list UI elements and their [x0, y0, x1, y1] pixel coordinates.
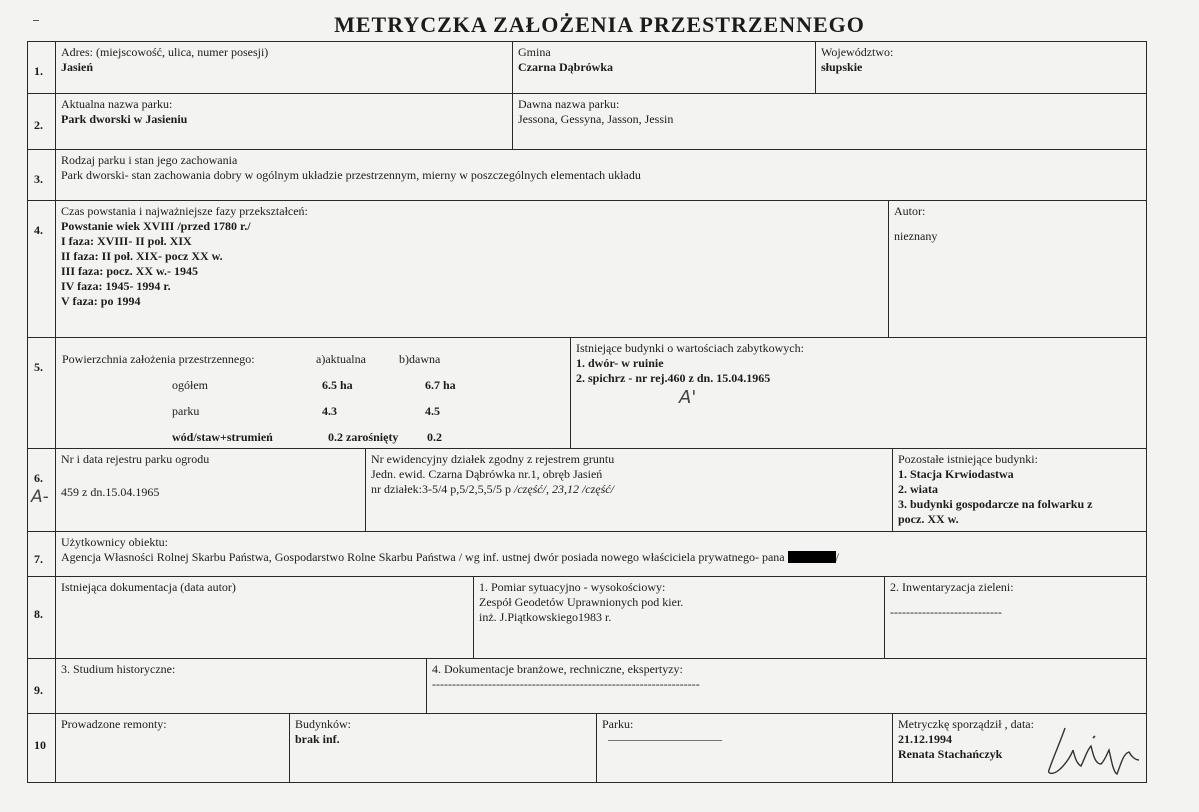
phase-item: IV faza: 1945- 1994 r. — [61, 279, 171, 293]
row-number — [28, 94, 56, 149]
signature-icon — [1043, 720, 1143, 778]
park-type-label: Rodzaj parku i stan jego zachowania — [61, 153, 238, 167]
row-8 — [28, 577, 1146, 659]
area-col-a: a)aktualna — [316, 352, 366, 366]
address-label: Adres: (miejscowość, ulica, numer posesji) — [61, 45, 269, 59]
row-number-text: 5. — [34, 360, 43, 374]
address-value: Jasień — [61, 60, 94, 74]
phase-item: I faza: XVIII- II poł. XIX — [61, 234, 192, 248]
users-value-line — [61, 550, 1141, 565]
row-number — [28, 532, 56, 576]
total-b: 6.7 ha — [425, 378, 456, 392]
historic-building-item: 1. dwór- w ruinie — [576, 356, 664, 370]
current-name-value: Park dworski w Jasieniu — [61, 112, 188, 126]
other-building-item: 1. Stacja Krwiodastwa — [898, 467, 1014, 481]
row-7 — [28, 532, 1146, 577]
redaction-box — [788, 551, 836, 563]
repairs-label: Prowadzone remonty: — [61, 717, 167, 731]
row-number-text: 10 — [34, 738, 46, 752]
row-number — [28, 201, 56, 337]
phase-item: II faza: II poł. XIX- pocz XX w. — [61, 249, 223, 263]
greenery-label: 2. Inwentaryzacja zieleni: — [890, 580, 1014, 594]
row-3 — [28, 150, 1146, 201]
historic-buildings-label: Istniejące budynki o wartościach zabytkowych: — [576, 341, 804, 355]
row-1 — [28, 42, 1146, 94]
row-number-text: 2. — [34, 118, 43, 132]
cell-survey — [474, 577, 885, 658]
row-9 — [28, 659, 1146, 714]
survey-label: 1. Pomiar sytuacyjno - wysokościowy: — [479, 580, 666, 594]
cell-users — [56, 532, 1146, 576]
cell-buildings-repairs — [290, 714, 597, 782]
row-number — [28, 338, 56, 448]
other-building-item: pocz. XX w. — [898, 512, 959, 526]
register-label: Nr i data rejestru parku ogrodu — [61, 452, 210, 466]
phases-label: Czas powstania i najważniejsze fazy przekształceń: — [61, 204, 308, 218]
cell-register — [56, 449, 366, 531]
row-number-text: 3. — [34, 172, 43, 186]
row-5 — [28, 338, 1146, 449]
water-label: wód/staw+strumień — [172, 430, 273, 444]
prepared-by-label: Metryczkę sporządził , data: — [898, 717, 1034, 731]
area-label: Powierzchnia założenia przestrzennego: — [62, 352, 255, 366]
cell-land-register — [366, 449, 893, 531]
row-2 — [28, 94, 1146, 150]
current-name-label: Aktualna nazwa parku: — [61, 97, 173, 111]
land-register-line — [371, 482, 887, 497]
park-repairs-value: ___________________ — [608, 728, 722, 742]
gmina-value: Czarna Dąbrówka — [518, 60, 613, 74]
row-number-text: 1. — [34, 64, 43, 78]
land-register-label: Nr ewidencyjny działek zgodny z rejestrem gruntu — [371, 452, 615, 466]
row-number — [28, 714, 56, 782]
other-building-item: 3. budynki gospodarcze na folwarku z — [898, 497, 1093, 511]
wojewodztwo-value: słupskie — [821, 60, 863, 74]
cell-branch-docs — [427, 659, 1146, 713]
page-title: METRYCZKA ZAŁOŻENIA PRZESTRZENNEGO — [334, 12, 865, 37]
historic-building-item: 2. spichrz - nr rej.460 z dn. 15.04.1965 — [576, 371, 771, 385]
cell-other-buildings — [893, 449, 1146, 531]
wojewodztwo-label: Województwo: — [821, 45, 894, 59]
author-value: nieznany — [894, 229, 938, 243]
phase-item: Powstanie wiek XVIII /przed 1780 r./ — [61, 219, 251, 233]
users-value-tail: / — [835, 550, 839, 564]
cell-prepared-by — [893, 714, 1146, 782]
land-register-line: Jedn. ewid. Czarna Dąbrówka nr.1, obręb Jasień — [371, 467, 603, 481]
cell-documentation — [56, 577, 474, 658]
cell-greenery — [885, 577, 1146, 658]
branch-docs-label: 4. Dokumentacje branżowe, rechniczne, ekspertyzy: — [432, 662, 683, 676]
survey-line: inż. J.Piątkowskiego1983 r. — [479, 610, 612, 624]
phase-item: V faza: po 1994 — [61, 294, 141, 308]
row-4 — [28, 201, 1146, 338]
other-building-item: 2. wiata — [898, 482, 938, 496]
handwritten-mark: A- — [31, 487, 49, 507]
author-label: Autor: — [894, 204, 926, 218]
row-number-text: 6. — [34, 471, 43, 485]
row-6 — [28, 449, 1146, 532]
cell-park-repairs — [597, 714, 893, 782]
survey-line: Zespół Geodetów Uprawnionych pod kier. — [479, 595, 684, 609]
users-label: Użytkownicy obiektu: — [61, 535, 168, 549]
water-a: 0.2 zarośnięty — [328, 430, 399, 444]
study-label: 3. Studium historyczne: — [61, 662, 176, 676]
plots-parts: /część/, 23,12 /część/ — [513, 482, 614, 496]
water-b: 0.2 — [427, 430, 442, 444]
buildings-repairs-value: brak inf. — [295, 732, 340, 746]
cell-wojewodztwo — [816, 42, 1146, 93]
cell-historic-buildings — [571, 338, 1146, 448]
row-number-text: 8. — [34, 607, 43, 621]
greenery-value: ---------------------------- — [890, 605, 1002, 619]
total-a: 6.5 ha — [322, 378, 353, 392]
row-number — [28, 659, 56, 713]
former-name-label: Dawna nazwa parku: — [518, 97, 620, 111]
cell-area — [56, 338, 571, 448]
former-name-value: Jessona, Gessyna, Jasson, Jessin — [518, 112, 674, 126]
row-number — [28, 150, 56, 200]
phase-item: III faza: pocz. XX w.- 1945 — [61, 264, 198, 278]
row-number-text: 7. — [34, 552, 43, 566]
register-value: 459 z dn.15.04.1965 — [61, 485, 160, 499]
cell-repairs — [56, 714, 290, 782]
cell-current-name — [56, 94, 513, 149]
plots-numbers: nr działek:3-5/4 p,5/2,5,5/5 p — [371, 482, 514, 496]
row-number — [28, 42, 56, 93]
cell-address — [56, 42, 513, 93]
row-number — [28, 577, 56, 658]
prepared-author: Renata Stachańczyk — [898, 747, 1003, 761]
gmina-label: Gmina — [518, 45, 551, 59]
area-col-b: b)dawna — [399, 352, 441, 366]
row-number-text: 9. — [34, 683, 43, 697]
cell-former-name — [513, 94, 1146, 149]
cell-gmina — [513, 42, 816, 93]
park-area-b: 4.5 — [425, 404, 440, 418]
cell-author — [889, 201, 1146, 337]
row-10 — [28, 714, 1146, 782]
record-form — [27, 41, 1147, 783]
handwritten-mark: A' — [679, 387, 697, 408]
buildings-repairs-label: Budynków: — [295, 717, 352, 731]
park-repairs-label: Parku: — [602, 717, 634, 731]
users-value: Agencja Własności Rolnej Skarbu Państwa, Gospodarstwo Rolne Skarbu Państwa / wg inf. ustnej dwór posiada nowego właściciela prywatnego- pana — [61, 550, 785, 564]
row-number-text: 4. — [34, 223, 43, 237]
park-area-label: parku — [172, 404, 200, 418]
park-type-value: Park dworski- stan zachowania dobry w ogólnym układzie przestrzennym, mierny w poszczególnych elementach układu — [61, 168, 641, 182]
branch-docs-value: ------------------------------------------------------------------- — [432, 677, 700, 691]
prepared-date: 21.12.1994 — [898, 732, 952, 746]
total-label: ogółem — [172, 378, 208, 392]
park-area-a: 4.3 — [322, 404, 337, 418]
cell-park-type — [56, 150, 1146, 200]
cell-study — [56, 659, 427, 713]
cell-phases — [56, 201, 889, 337]
other-buildings-label: Pozostałe istniejące budynki: — [898, 452, 1038, 466]
documentation-label: Istniejąca dokumentacja (data autor) — [61, 580, 236, 594]
